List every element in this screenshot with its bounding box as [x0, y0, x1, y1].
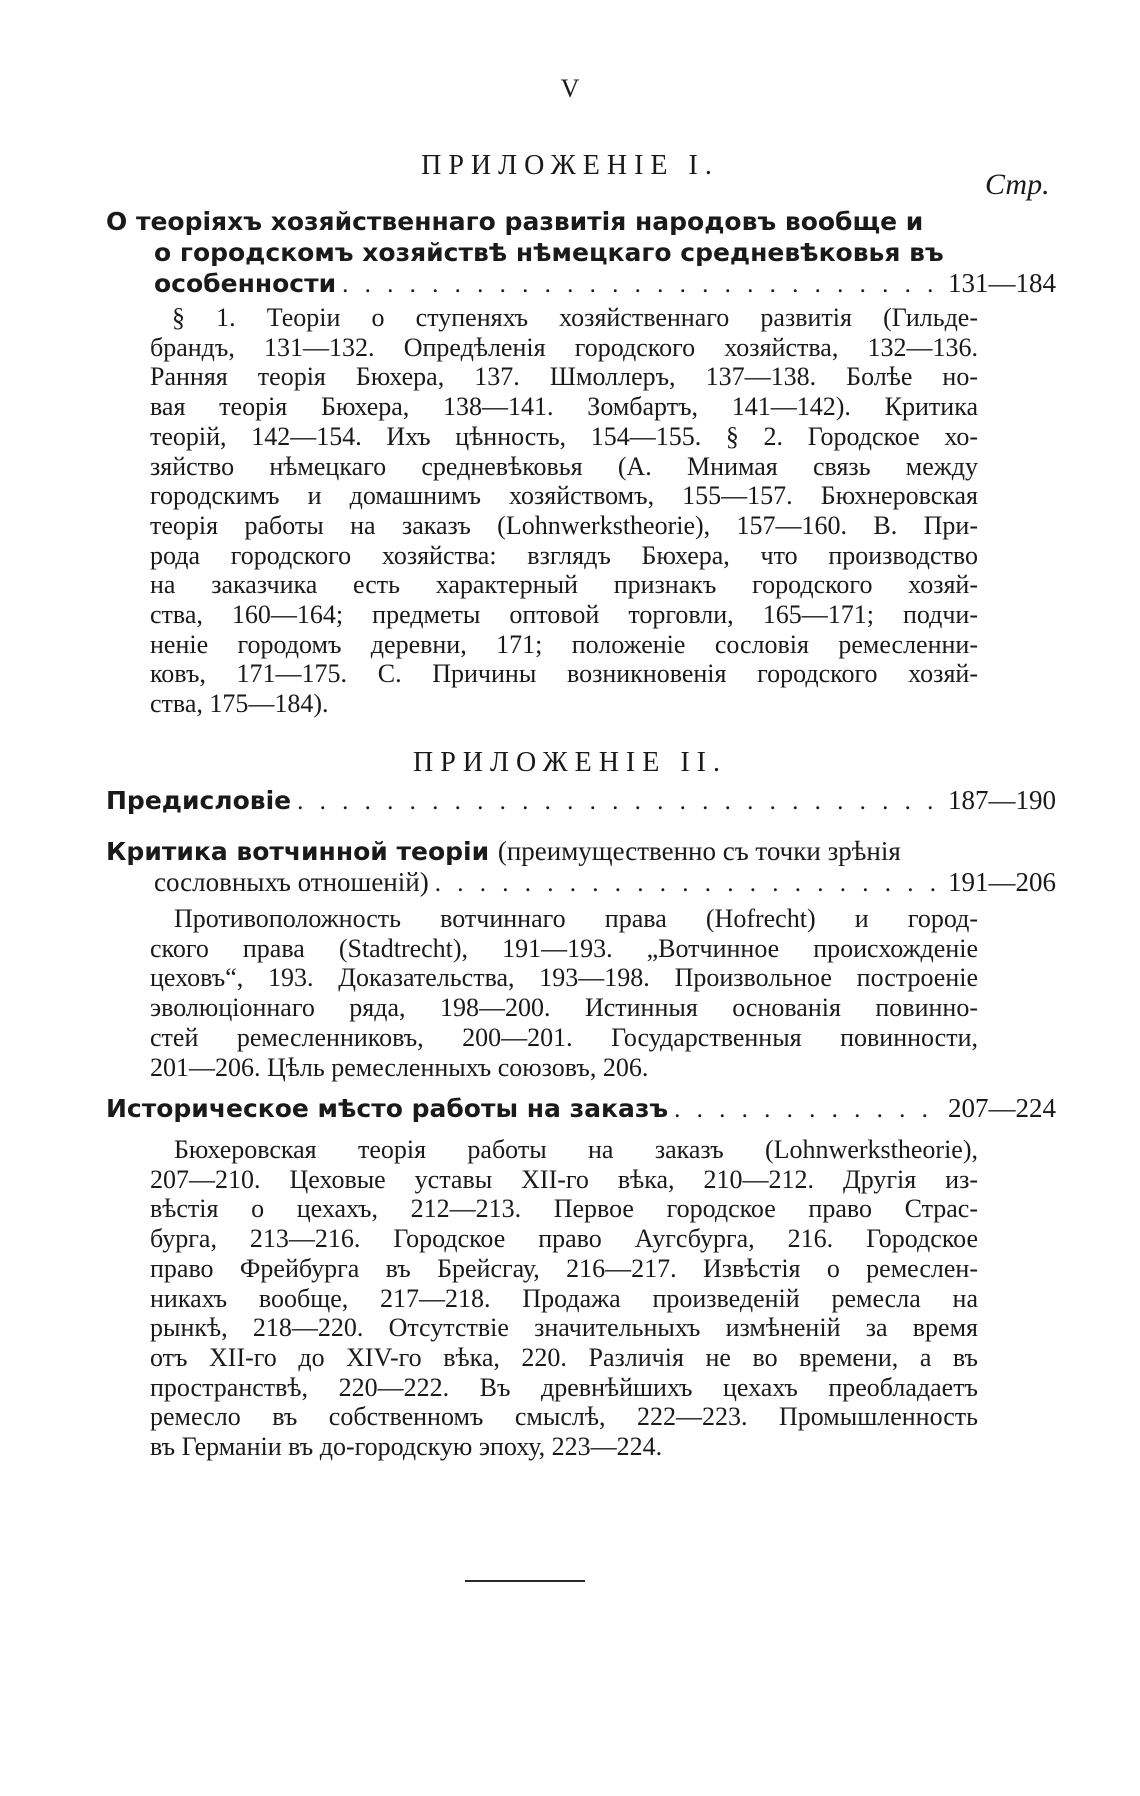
- summary-line: Противоположность вотчиннаго права (Hofrecht) и город-: [174, 904, 978, 933]
- page-range: 131—184: [948, 268, 1056, 298]
- appendix-1-title: [106, 206, 1056, 300]
- toc-leader: [106, 268, 1056, 300]
- entry-subtitle: сословныхъ отношеній): [154, 867, 429, 897]
- dot-leader: [668, 1094, 944, 1125]
- summary-line: ремесло въ собственномъ смыслѣ, 222—223. Промышленность: [150, 1402, 978, 1432]
- page-number: V: [560, 74, 580, 103]
- summary-line: ского права (Stadtrecht), 191—193. „Вотчинное происхожденіе: [150, 933, 978, 963]
- summary-line: брандъ, 131—132. Опредѣленія городского хозяйства, 132—136.: [150, 332, 978, 362]
- title-line: о городскомъ хозяйствѣ нѣмецкаго средневѣковья въ: [154, 238, 944, 267]
- summary-line: Ранняя теорія Бюхера, 137. Шмоллеръ, 137—138. Болѣе но-: [150, 362, 978, 392]
- summary-line: въ Германіи въ до-городскую эпоху, 223—224.: [150, 1432, 663, 1462]
- entry-title: Историческое мѣсто работы на заказъ: [106, 1094, 669, 1123]
- summary-line: § 1. Теоріи о ступеняхъ хозяйственнаго развитія (Гильде-: [172, 303, 978, 332]
- summary-line: эволюціоннаго ряда, 198—200. Истинныя основанія повинно-: [150, 993, 978, 1023]
- page-range: 187—190: [948, 785, 1056, 815]
- summary-line: неніе городомъ деревни, 171; положеніе сословія ремесленни-: [150, 629, 978, 659]
- summary-line: рода городского хозяйства: взглядъ Бюхера, что производство: [150, 540, 978, 570]
- summary-line: 201—206. Цѣль ремесленныхъ союзовъ, 206.: [150, 1052, 649, 1082]
- critique-summary: [150, 904, 978, 1082]
- entry-title-line: [106, 836, 1056, 867]
- toc-leader: [106, 867, 1056, 899]
- dot-leader: [336, 269, 944, 300]
- summary-line: рынкѣ, 218—220. Отсутствіе значительныхъ измѣненій за время: [150, 1313, 978, 1343]
- summary-line: право Фрейбурга въ Брейсгау, 216—217. Извѣстія о ремеслен-: [150, 1253, 978, 1283]
- summary-line: теорія работы на заказъ (Lohnwerkstheorie), 157—160. В. При-: [150, 510, 978, 540]
- title-line: О теоріяхъ хозяйственнаго развитія народовъ вообще и: [106, 207, 924, 236]
- summary-line: теорій, 142—154. Ихъ цѣнность, 154—155. § 2. Городское хо-: [150, 421, 978, 451]
- dot-leader: [429, 868, 944, 899]
- toc-leader: [106, 1093, 1056, 1125]
- summary-line: 207—210. Цеховые уставы XII-го вѣка, 210—212. Другія из-: [150, 1164, 978, 1194]
- summary-line: отъ XII-го до XIV-го вѣка, 220. Различія не во времени, а въ: [150, 1342, 978, 1372]
- summary-line: Бюхеровская теорія работы на заказъ (Lohnwerkstheorie),: [174, 1135, 978, 1164]
- summary-line: пространствѣ, 220—222. Въ древнѣйшихъ цехахъ преобладаетъ: [150, 1372, 978, 1402]
- summary-line: городскимъ и домашнимъ хозяйствомъ, 155—157. Бюхнеровская: [150, 481, 978, 511]
- toc-leader: [106, 785, 1056, 817]
- appendix-2-heading: ПРИЛОЖЕНІЕ II.: [412, 747, 727, 778]
- appendix-1-heading: ПРИЛОЖЕНІЕ I.: [421, 150, 719, 181]
- entry-title: Предисловіе: [106, 786, 292, 815]
- summary-line: вая теорія Бюхера, 138—141. Зомбартъ, 141—142). Критика: [150, 392, 978, 422]
- historical-entry: [106, 1093, 1056, 1125]
- page-range: 207—224: [948, 1093, 1056, 1123]
- summary-line: ковъ, 171—175. С. Причины возникновенія городского хозяй-: [150, 659, 978, 689]
- title-line: особенности: [154, 269, 337, 298]
- entry-title: Критика вотчинной теоріи: [106, 837, 490, 866]
- page-range: 191—206: [948, 867, 1056, 897]
- preface-entry: [106, 785, 1056, 817]
- closing-rule: [465, 1580, 585, 1582]
- page-column-label: Стр.: [985, 168, 1050, 201]
- summary-line: никахъ вообще, 217—218. Продажа произведеній ремесла на: [150, 1283, 978, 1313]
- historical-summary: [150, 1135, 978, 1462]
- summary-line: вѣстія о цехахъ, 212—213. Первое городское право Страс-: [150, 1194, 978, 1224]
- summary-line: бурга, 213—216. Городское право Аугсбурга, 216. Городское: [150, 1224, 978, 1254]
- appendix-1-summary: [150, 303, 978, 719]
- summary-line: ства, 175—184).: [150, 689, 329, 719]
- critique-entry: [106, 836, 1056, 899]
- summary-line: зяйство нѣмецкаго средневѣковья (А. Мнимая связь между: [150, 451, 978, 481]
- summary-line: стей ремесленниковъ, 200—201. Государственныя повинности,: [150, 1022, 978, 1052]
- dot-leader: [291, 786, 944, 817]
- summary-line: цеховъ“, 193. Доказательства, 193—198. Произвольное построеніе: [150, 963, 978, 993]
- summary-line: на заказчика есть характерный признакъ городского хозяй-: [150, 570, 978, 600]
- summary-line: ства, 160—164; предметы оптовой торговли, 165—171; подчи-: [150, 600, 978, 630]
- entry-subtitle: (преимущественно съ точки зрѣнія: [497, 836, 901, 866]
